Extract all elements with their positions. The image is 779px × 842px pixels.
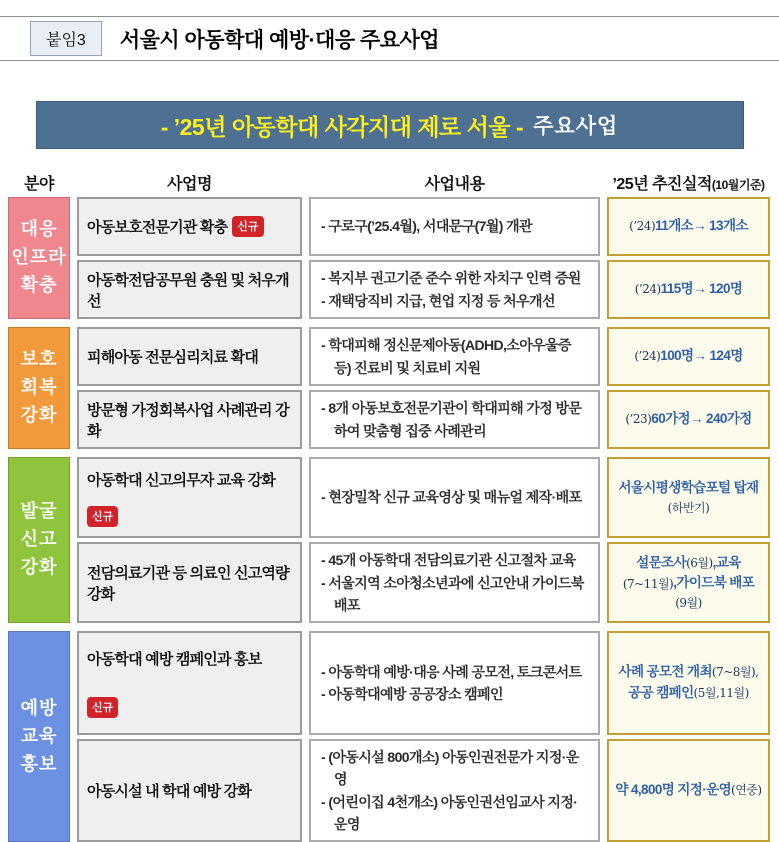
column-header-category: 분야 xyxy=(24,175,54,193)
banner-highlight-text: - ’25년 아동학대 사각지대 제로 서울 - xyxy=(160,113,524,140)
program-content-cell: - 45개 아동학대 전담의료기관 신고절차 교육 - 서울지역 소아청소년과에 신고안내 가이드북 배포 xyxy=(309,542,600,623)
program-content-cell: - 아동학대 예방·대응 사례 공모전, 토크콘서트 - 아동학대예방 공공장소 캠페인 xyxy=(309,631,600,735)
group-response-infra xyxy=(0,197,779,319)
header-row xyxy=(0,17,779,60)
program-result-cell: (’23) 60가정→ 240가정 xyxy=(607,390,770,449)
program-content-cell: - 구로구(’25.4월), 서대문구(7월) 개관 xyxy=(309,197,600,256)
program-name-cell xyxy=(77,631,302,735)
program-result-cell: (’24) 11개소→ 13개소 xyxy=(607,197,770,256)
program-name: 전담의료기관 등 의료인 신고역량 강화 xyxy=(87,564,289,603)
program-name: 아동시설 내 학대 예방 강화 xyxy=(87,783,252,801)
category-label: 발굴 신고 강화 xyxy=(8,457,70,623)
program-name-cell xyxy=(77,739,302,842)
page-title: 서울시 아동학대 예방·대응 주요사업 xyxy=(119,28,440,52)
doc-header xyxy=(0,16,779,61)
category-label: 보호 회복 강화 xyxy=(8,327,70,449)
program-result-cell: (’24) 115명→ 120명 xyxy=(607,260,770,319)
program-content-cell: - 8개 아동보호전문기관이 학대피해 가정 방문하여 맞춤형 집중 사례관리 xyxy=(309,390,600,449)
program-name: 피해아동 전문심리치료 확대 xyxy=(87,349,259,366)
new-badge: 신규 xyxy=(87,697,118,718)
column-header-result-sub: (10월기준) xyxy=(711,177,765,192)
group-protection-recovery xyxy=(0,327,779,449)
category-label: 대응 인프라 확충 xyxy=(8,197,70,319)
program-name: 아동학대 신고의무자 교육 강화 xyxy=(87,471,276,489)
document-page xyxy=(0,16,779,833)
column-header-result xyxy=(607,171,770,194)
column-header-result-main: ’25년 추진실적 xyxy=(612,175,712,193)
program-name-cell xyxy=(77,457,302,538)
program-name-cell xyxy=(77,327,302,386)
program-result-cell: 사례 공모전 개최 (7~8월), 공공 캠페인 (5월,11월) xyxy=(607,631,770,735)
program-name: 아동학대 예방 캠페인과 홍보 xyxy=(87,651,262,669)
new-badge: 신규 xyxy=(87,506,118,527)
table-column-headers xyxy=(0,167,779,197)
group-discovery-reporting xyxy=(0,457,779,623)
program-name: 방문형 가정회복사업 사례관리 강화 xyxy=(87,401,289,440)
program-name-cell xyxy=(77,390,302,449)
column-header-name: 사업명 xyxy=(167,175,212,193)
program-content-cell: - (아동시설 800개소) 아동인권전문가 지정·운영 - (어린이집 4천개소) 아동인권선임교사 지정·운영 xyxy=(309,739,600,842)
program-content-cell: - 학대피해 정신문제아동(ADHD,소아우울증 등) 진료비 및 치료비 지원 xyxy=(309,327,600,386)
group-prevention-education xyxy=(0,631,779,842)
program-name-cell xyxy=(77,542,302,623)
program-name-cell xyxy=(77,260,302,319)
program-content-cell: - 복지부 권고기준 준수 위한 자치구 인력 증원 - 재택당직비 지급, 현업 지정 등 처우개선 xyxy=(309,260,600,319)
program-name: 아동보호전문기관 확충 xyxy=(87,219,228,236)
header-bottom-rule xyxy=(0,60,779,61)
program-result-cell: 설문조사 (6월) , 교육 (7~11월) , 가이드북 배포 (9월) xyxy=(607,542,770,623)
attachment-tag: 붙임3 xyxy=(30,21,102,56)
program-result-cell: 서울시평생학습포털 탑재 (하반기) xyxy=(607,457,770,538)
program-content-cell: - 현장밀착 신규 교육영상 및 매뉴얼 제작·배포 xyxy=(309,457,600,538)
column-header-content: 사업내용 xyxy=(424,175,485,193)
program-name-cell xyxy=(77,197,302,256)
program-name: 아동학전담공무원 충원 및 처우개선 xyxy=(87,271,289,310)
program-result-cell: 약 4,800명 지정·운영 (연중) xyxy=(607,739,770,842)
program-result-cell: (’24) 100명→ 124명 xyxy=(607,327,770,386)
new-badge: 신규 xyxy=(232,216,263,237)
banner-suffix-text: 주요사업 xyxy=(533,115,619,138)
category-label: 예방 교육 홍보 xyxy=(8,631,70,842)
title-banner xyxy=(36,101,744,149)
